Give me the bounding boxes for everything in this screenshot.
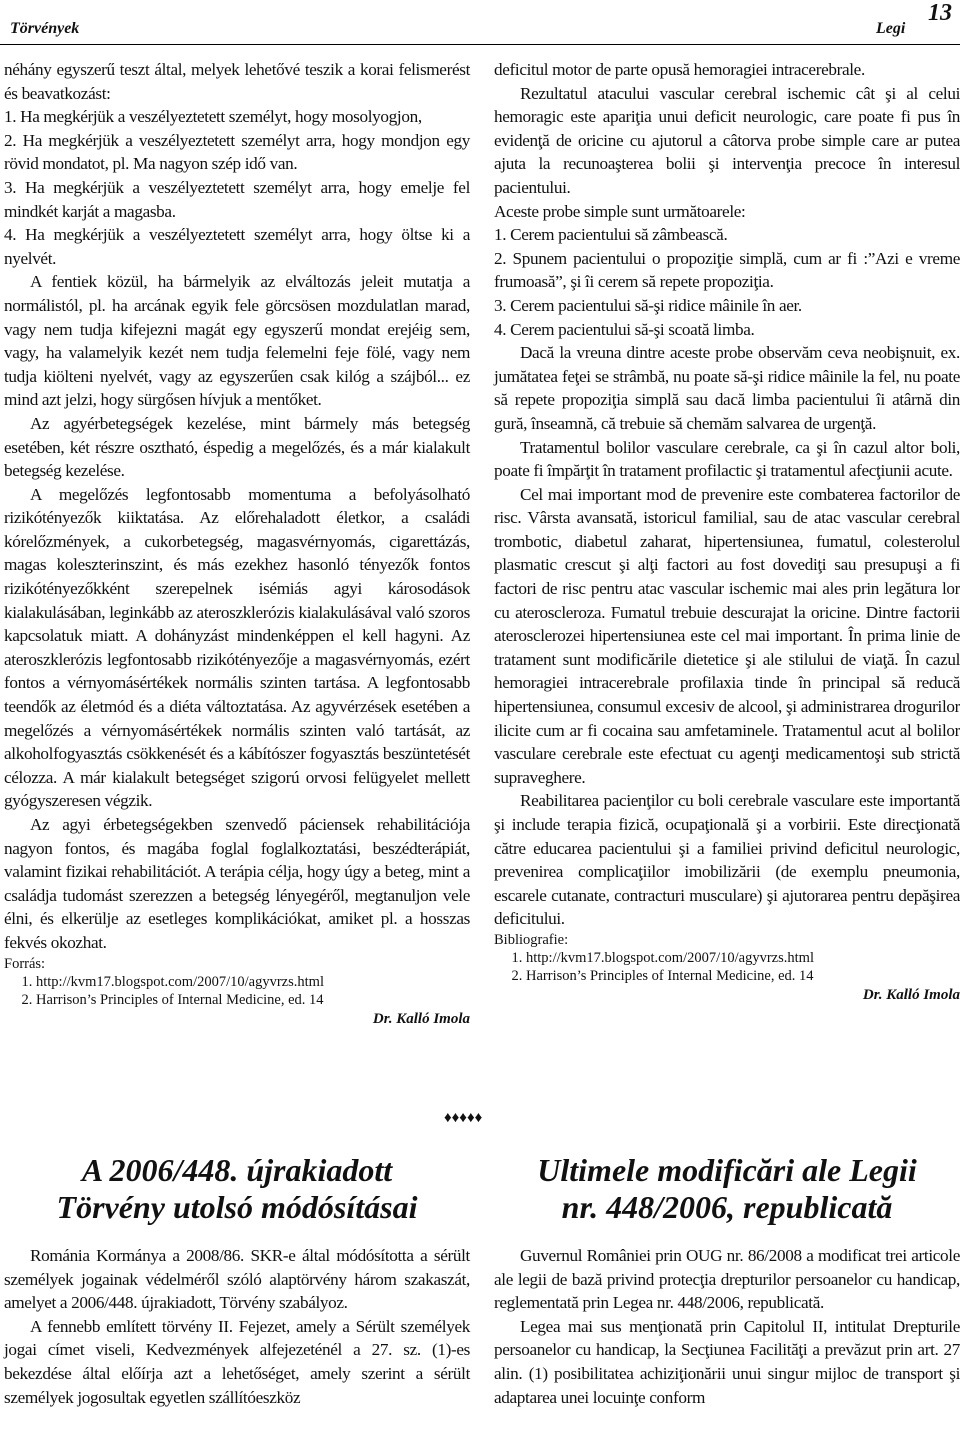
paragraph: Tratamentul bolilor vasculare cerebrale, ca şi în cazul altor boli, poate fi împărţit în tratament profilactic şi tratamentul afecţiunii acute. <box>494 437 960 481</box>
references-heading: Bibliografie: <box>494 931 569 948</box>
section-title-romanian: Legi <box>876 20 906 37</box>
paragraph: A fennebb említett törvény II. Fejezet, amely a Sérült személyek jogai címet viseli, Kedvezmények alfejezeténél a 27. sz. (1)-es bekezdése által előírja azt a lehetőséget, amely szerint a sérült személyek jogosultak egyetlen szállítóeszköz <box>4 1316 470 1407</box>
page-number: 13 <box>928 0 952 26</box>
bottom-right-article <box>494 1244 960 1409</box>
reference-item: 2. Harrison’s Principles of Internal Medicine, ed. 14 <box>526 967 960 985</box>
paragraph: A megelőzés legfontosabb momentuma a befolyásolható rizikótényezők kiiktatása. Az előrehaladott életkor, a családi kórelőzmények, a cukorbetegség, magasvérnyomás, cigarettázás, magas koleszterinszint, és más ezekhez hasonló tényezők fontos rizikótényezőkként szerepelnek isémiás agyi károsodások kialakulásában, leginkább az ateroszklerózis kialakulásával való szoros kapcsolatuk miatt. A dohányzást mindenképpen el kell hagyni. Az ateroszklerózis legfontosabb rizikótényezője a magasvérnyomás, ezért fontos a vérnyomásértékek normális szinten tartása. A legfontosabb teendők az életmód és a diéta változtatása. Az agyvérzések esetében a megelőzés a vérnyomásértékek normális szinten való tartását, az alkoholfogyasztás csökkenését és a kábítószer fogyasztás beszüntetését célozza. A már kialakult betegséget szigorú orvosi felügyelet mellett gyógyszeresen végzik. <box>4 484 470 811</box>
article-title-hungarian <box>4 1152 470 1226</box>
list-item: 3. Cerem pacientului să-şi ridice mâinile în aer. <box>494 295 802 315</box>
article-title-romanian <box>494 1152 960 1226</box>
list-item: 1. Ha megkérjük a veszélyeztetett személyt, hogy mosolyogjon, <box>4 107 422 127</box>
list-item: 4. Cerem pacientului să-şi scoată limba. <box>494 319 755 339</box>
references <box>494 931 960 985</box>
paragraph: Az agyi érbetegségekben szenvedő páciensek rehabilitációja nagyon fontos, és magába foglal foglalkoztatási, beszédterápiát, valamint fizikai rehabilitációt. A terápia célja, hogy úgy a beteg, mint a családja tudomást szerezzen a betegség lényegéről, megtanuljon vele élni, és elkerülje az esetleges komplikációkat, amiket pl. a hosszas fekvés okozhat. <box>4 815 470 952</box>
left-column-article <box>4 58 470 1029</box>
list-item: 1. Cerem pacientului să zâmbească. <box>494 225 728 245</box>
paragraph: Az agyérbetegségek kezelése, mint bármely más betegség esetében, két részre osztható, éspedig a megelőzés, és a már kialakult betegség kezelése. <box>4 413 470 481</box>
paragraph: Legea mai sus menţionată prin Capitolul II, intitulat Drepturile persoanelor cu handicap, la Secţiunea Facilităţi a prevăzut prin art. 27 alin. (1) posibilitatea achiziţionării unui singur mijloc de transport şi adaptarea unei locuinţe conform <box>494 1316 960 1407</box>
title-line: Törvény utolsó módósításai <box>56 1189 418 1225</box>
paragraph: néhány egyszerű teszt által, melyek lehetővé teszik a korai felismerést és beavatkozást: <box>4 60 470 103</box>
references <box>4 955 470 1009</box>
list-item: 3. Ha megkérjük a veszélyeztetett személyt arra, hogy emelje fel mindkét karját a magasba. <box>4 177 470 221</box>
right-column-article <box>494 58 960 1005</box>
references-heading: Forrás: <box>4 955 46 972</box>
bottom-left-article <box>4 1244 470 1409</box>
title-line: Ultimele modificări ale Legii <box>537 1152 917 1188</box>
paragraph: deficitul motor de parte opusă hemoragiei intracerebrale. <box>494 60 865 79</box>
list-item: 2. Ha megkérjük a veszélyeztetett személyt arra, hogy mondjon egy rövid mondatot, pl. Ma nagyon szép idő van. <box>4 130 470 174</box>
paragraph: Aceste probe simple sunt următoarele: <box>494 201 746 221</box>
page-header <box>0 0 960 40</box>
title-line: A 2006/448. újrakiadott <box>81 1152 393 1188</box>
list-item: 4. Ha megkérjük a veszélyeztetett személyt arra, hogy öltse ki a nyelvét. <box>4 225 470 268</box>
paragraph: Guvernul României prin OUG nr. 86/2008 a modificat trei articole ale legii de bază privind protecţia drepturilor persoanelor cu handicap, reglementată prin Legea nr. 448/2006, republicată. <box>494 1246 960 1313</box>
paragraph: Románia Kormánya a 2008/86. SKR-e által módósította a sérült személyek jogainak védelméről szóló alaptörvény három szakaszát, amelyet a 2006/448. újrakiadott, Törvény szabályoz. <box>4 1246 470 1313</box>
reference-item: 1. http://kvm17.blogspot.com/2007/10/agyvrzs.html <box>36 973 470 991</box>
section-title-hungarian: Törvények <box>10 20 80 37</box>
paragraph: Reabilitarea pacienţilor cu boli cerebrale vasculare este importantă şi include terapia fizică, ocupaţională şi a vorbirii. Este direcţionată către educarea pacientului şi a familiei privind deficitul neurologic, prevenirea complicaţiilor imobilizării (de exemplu pneumonia, escarele cutanate, contracturi musculare) şi ajutorarea pentru depăşirea deficitului. <box>494 791 960 929</box>
paragraph: Dacă la vreuna dintre aceste probe observăm ceva neobişnuit, ex. jumătatea feţei se strâmbă, nu poate să-şi ridice mâinile la fel, nu poate să repete propoziţia simplă sau dacă limba pacientului îi atârnă din gură, înseamnă, că trebuie să chemăm salvarea de urgenţă. <box>494 343 960 433</box>
list-item: 2. Spunem pacientului o propoziţie simplă, cum ar fi :”Azi e vreme frumoasă”, şi îi cerem să repete propoziţia. <box>494 248 960 292</box>
paragraph: A fentiek közül, ha bármelyik az elváltozás jeleit mutatja a normálistól, pl. ha arcának egyik fele görcsösen mozdulatlan marad, vagy nem tudja kifejezni magát egy egyszerű mondat erejéig sem, vagy, ha valamelyik kezét nem tudja felemelni feje fölé, vagy nem tudja kiölteni nyelvét, vagy az egyszerűen csak kilóg a szájból... ez mind azt jelzi, hogy sürgősen hívjuk a mentőket. <box>4 272 470 410</box>
reference-item: 2. Harrison’s Principles of Internal Medicine, ed. 14 <box>36 991 470 1009</box>
paragraph: Cel mai important mod de prevenire este combaterea factorilor de risc. Vârsta avansată, istoricul familial, sau de atac vascular cerebral trombotic, diabetul zaharat, hipertensiunea, fumatul, colesterolul plasmatic crescut şi alţi factori au fost dovediţi sau presupuşi a fi factori de risc pentru atac vascular ischemic mai ales prin legătura lor cu ateroscleroza. Fumatul trebuie descurajat la oricine. Dintre factorii aterosclerozei hipertensiunea este cel mai important. În prima linie de tratament sunt modificările dietetice şi ale stilului de viaţă. În cazul hemoragiei intracerebrale profilaxia tinde în principal să reducă hipertensiunea, consumul excesiv de alcool, şi administrarea drogurilor ilicite cum ar fi cocaina sau amfetaminele. Tratamentul acut al bolilor vasculare cerebrale este efectuat cu agenţi medicamentoşi sub strictă supraveghere. <box>494 484 960 787</box>
section-separator-diamonds: ♦♦♦♦♦ <box>444 1110 483 1126</box>
author-signature: Dr. Kalló Imola <box>862 986 960 1003</box>
paragraph: Rezultatul atacului vascular cerebral ischemic cât şi al celui hemoragic este apariţia unui deficit neurologic, care poate fi pus în evidenţă de oricine cu ajutorul a câtorva probe simple care ar putea ajuta la recunoaşterea bolii şi intervenţia precoce în interesul pacientului. <box>494 83 960 197</box>
title-line: nr. 448/2006, republicată <box>561 1189 893 1225</box>
header-rule <box>0 44 960 45</box>
reference-item: 1. http://kvm17.blogspot.com/2007/10/agyvrzs.html <box>526 949 960 967</box>
author-signature: Dr. Kalló Imola <box>372 1010 470 1027</box>
